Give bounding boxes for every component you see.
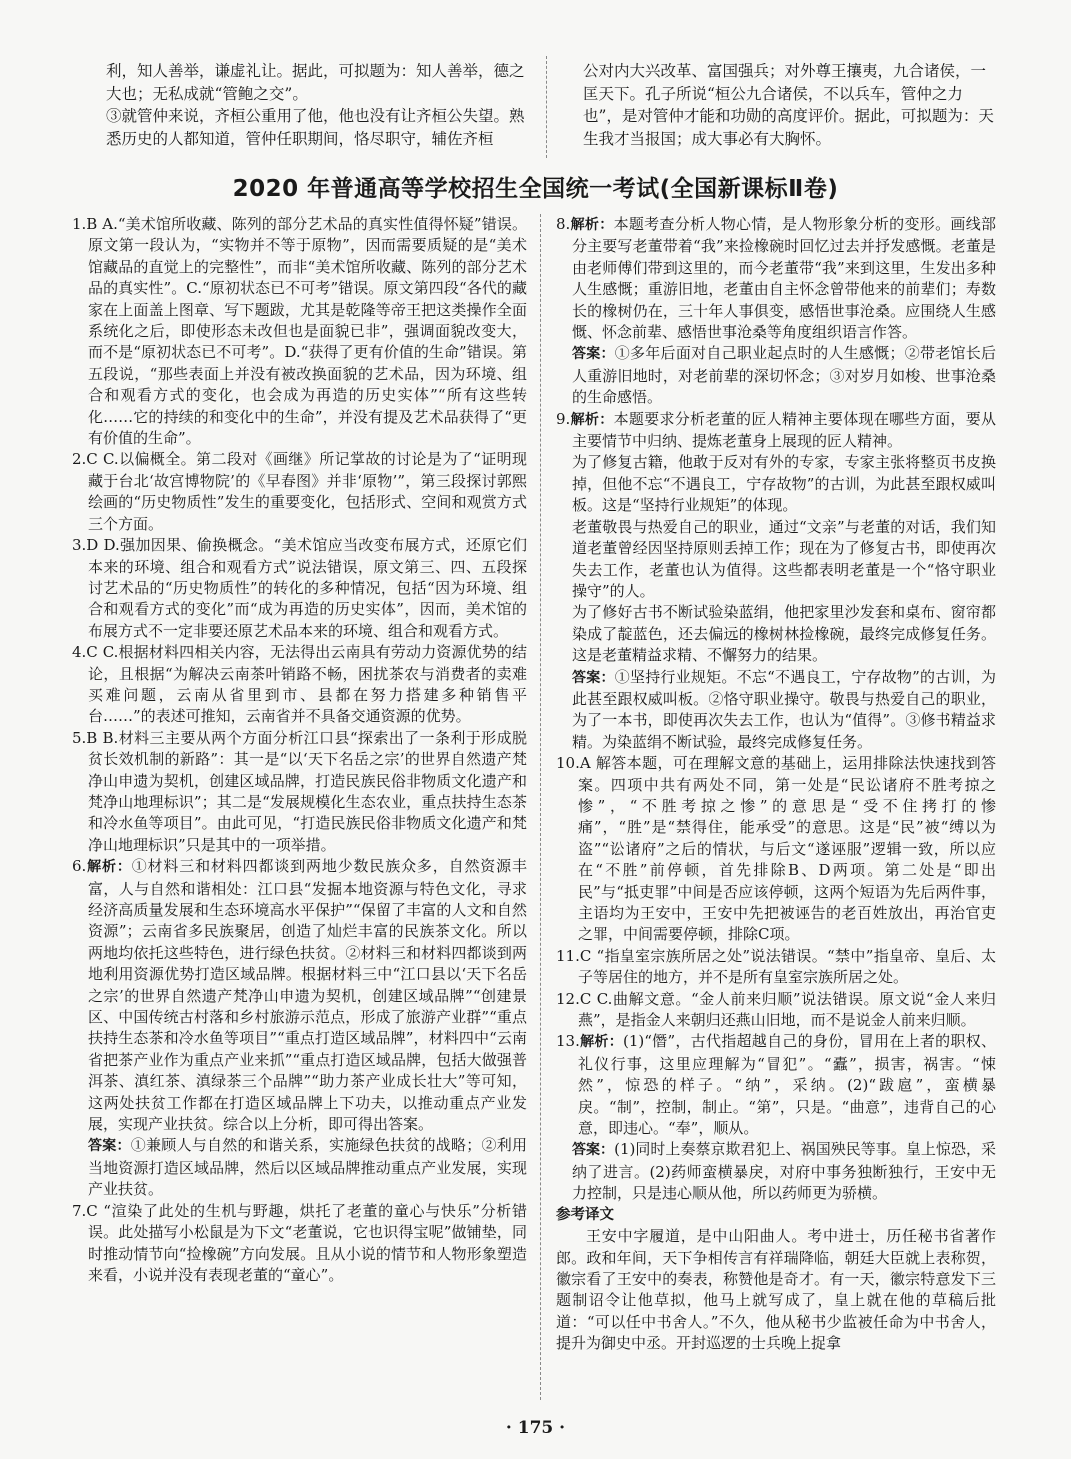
item-number: 3.D xyxy=(72,536,99,555)
answer-item-11 xyxy=(556,946,996,989)
answer-item-9-extra-3: 为了修好古书不断试验染蓝绢，他把家里沙发套和桌布、窗帘都染成了靛蓝色，还去偏远的橡树林捡橡碗，最终完成修复任务。这是老董精益求精、不懈努力的结果。 xyxy=(572,603,996,665)
answer-item-5 xyxy=(72,728,527,856)
answer-item-12 xyxy=(556,989,996,1032)
item-number: 4.C xyxy=(72,643,98,662)
answer-item-6 xyxy=(72,856,527,1135)
top-left-para-1: 利，知人善举，谦虚礼让。据此，可拟题为：知人善举，德之大也；无私成就“管鲍之交”。 xyxy=(106,62,525,103)
answer-item-1 xyxy=(72,214,527,449)
left-answer-column xyxy=(72,214,527,1286)
analysis-label: 解析： xyxy=(570,217,614,233)
item-text: C.以偏概全。第二段对《画继》所记掌故的讨论是为了“证明现藏于台北‘故宫博物院’的《早春图》并非‘原物’”，第三段探讨郭熙绘画的“历史物质性”发生的重要变化，包括形式、空间和观赏方式三个方面。 xyxy=(88,450,527,533)
answer-item-7 xyxy=(72,1201,527,1287)
answer-item-6-answer xyxy=(72,1135,527,1200)
analysis-label: 解析： xyxy=(570,411,614,428)
answer-item-9-extra-2: 老董敬畏与热爱自己的职业，通过“文亲”与老董的对话，我们知道老董曾经因坚持原则丢掉工作；现在为了修复古书，即使再次失去工作，老董也认为值得。这些都表明老董是一个“恪守职业操守”的人。 xyxy=(572,517,996,600)
item-text: B.材料三主要从两个方面分析江口县“探索出了一条利于形成脱贫长效机制的新路”：其一是“以‘天下名岳之宗’的世界自然遗产梵净山申遗为契机，创建区域品牌，打造民族民俗非物质文化遗产和梵净山地理标识”；其二是“发展规模化生态农业，重点扶持生态茶和冷水鱼等项目”。由此可见，“打造民族民俗非物质文化遗产和梵净山地理标识”只是其中的一项举措。 xyxy=(88,728,527,854)
right-answer-column xyxy=(556,214,996,1355)
top-right-column xyxy=(583,60,995,150)
item-number: 10.A xyxy=(556,754,591,773)
reference-translation-heading: 参考译文 xyxy=(556,1206,614,1223)
answer-item-8 xyxy=(556,214,996,343)
answer-item-9 xyxy=(556,409,996,453)
answer-item-10 xyxy=(556,753,996,946)
page-number: · 175 · xyxy=(505,1418,566,1438)
answer-item-13-answer xyxy=(556,1139,996,1204)
answer-item-4 xyxy=(72,642,527,728)
item-number: 8. xyxy=(556,215,571,233)
item-number: 1.B xyxy=(72,215,98,233)
item-text: A.“美术馆所收藏、陈列的部分艺术品的真实性值得怀疑”错误。原文第一段认为，“实物并不等于原物”，因而需要质疑的是“美术馆藏品的直觉上的完整性”，而非“美术馆所收藏、陈列的部分艺术品的真实性”。C.“原初状态已不可考”错误。原文第四段“各代的藏家在上面盖上图章、写下题跋，尤其是乾隆等帝王把这类操作全面系统化之后，即使形态未改但也是面貌已非”，强调面貌改变大，而不是“原初状态已不可考”。D.“获得了更有价值的生命”错误。第五段说，“那些表面上并没有被改换面貌的艺术品，因为环境、组合和观看方式的变化，也会成为再造的历史实体”“所有这些转化……它的持续的和变化中的生命”，并没有提及艺术品获得了“更有价值的生命”。 xyxy=(88,215,527,448)
answer-text: ①坚持行业规矩。不忘“不遇良工，宁存故物”的古训，为此甚至跟权威叫板。②恪守职业操守。敬畏与热爱自己的职业，为了一本书，即使再次失去工作，也认为“值得”。③修书精益求精。为染蓝绢不断试验，最终完成修复任务。 xyxy=(572,667,997,751)
answer-label: 答案： xyxy=(88,1138,131,1155)
answer-item-2 xyxy=(72,449,527,535)
analysis-label: 解析： xyxy=(579,1034,623,1051)
item-number: 7.C xyxy=(72,1201,98,1220)
column-divider xyxy=(540,214,541,1400)
answer-item-3 xyxy=(72,535,527,642)
item-text: 解答本题，可在理解文意的基础上，运用排除法快速找到答案。四项中共有两处不同，第一处是“民讼诸府不胜考掠之惨”，“不胜考掠之惨”的意思是“受不住拷打的惨痛”，“胜”是“禁得住，能承受”的意思。这是“民”被“缚以为盗”“讼诸府”之后的情状，与后文“遂诬服”逻辑一致，所以应在“不胜”前停顿，首先排除B、D两项。第二处是“即出民”与“抵吏罪”中间是否应该停顿，这两个短语为先后两件事，主语均为王安中，王安中先把被诬告的老百姓放出，再治官吏之罪，中间需要停顿，排除C项。 xyxy=(578,754,996,944)
item-text: 本题要求分析老董的匠人精神主要体现在哪些方面，要从主要情节中归纳、提炼老董身上展现的匠人精神。 xyxy=(572,409,996,451)
item-text: (1)“僭”，古代指超越自己的身份，冒用在上者的职权、礼仪行事，这里应理解为“冒犯”。“蠹”，损害，祸害。“悚然”，惊恐的样子。“纳”，采纳。(2)“跋扈”，蛮横暴戾。“制”，控制，制止。“第”，只是。“曲意”，违背自己的心意，即违心。“奉”，顺从。 xyxy=(578,1032,997,1138)
item-text: 本题考查分析人物心情，是人物形象分析的变形。画线部分主要写老董带着“我”来捡橡碗时回忆过去并抒发感慨。老董是由老师傅们带到这里的，而今老董带“我”来到这里，生发出多种人生感慨；重游旧地，老董由自主怀念曾带他来的前辈们；寿数长的橡树仍在，三十年人事俱变，感悟世事沧桑。应围绕人生感慨、怀念前辈、感悟世事沧桑等角度组织语言作答。 xyxy=(572,215,996,342)
item-number: 2.C xyxy=(72,450,98,469)
answer-label: 答案： xyxy=(572,1142,615,1159)
item-text: ①材料三和材料四都谈到两地少数民族众多，自然资源丰富，人与自然和谐相处：江口县“发掘本地资源与特色文化，寻求经济高质量发展和生态环境高水平保护”“保留了丰富的人文和自然资源”；云南省多民族聚居，创造了灿烂丰富的民族茶文化。所以两地均依托这些特色，进行绿色扶贫。②材料三和材料四都谈到两地利用资源优势打造区域品牌。根据材料三中“江口县以‘天下名岳之宗’的世界自然遗产梵净山申遗为契机，创建区域品牌”“创建景区、中国传统古村落和乡村旅游示范点，形成了旅游产业群”“重点扶持生态茶和冷水鱼等项目”“重点打造区域品牌”，材料四中“云南省把茶产业作为重点产业来抓”“重点打造区域品牌，包括大做强普洱茶、滇红茶、滇绿茶三个品牌”“助力茶产业成长壮大”等可知，这两处扶贫工作都在打造区域品牌上下功夫，以推动重点产业发展，实现产业扶贫。综合以上分析，即可得出答案。 xyxy=(88,857,527,1134)
answer-item-13 xyxy=(556,1031,996,1139)
item-number: 9. xyxy=(556,409,571,428)
item-text: C.根据材料四相关内容，无法得出云南具有劳动力资源优势的结论，且根据“为解决云南茶叶销路不畅，困扰茶农与消费者的卖难买难问题，云南从省里到市、县都在努力搭建多种销售平台……”的表述可推知，云南省并不具备交通资源的优势。 xyxy=(88,643,527,726)
answer-item-8-answer xyxy=(556,343,996,408)
item-text: C.曲解文意。“金人前来归顺”说法错误。原文说“金人来归燕”，是指金人来朝归还燕山旧地，而不是说金人前来归顺。 xyxy=(578,989,996,1030)
item-number: 6. xyxy=(72,857,87,876)
reference-translation-text: 王安中字履道，是中山阳曲人。考中进士，历任秘书省著作郎。政和年间，天下争相传言有祥瑞降临，朝廷大臣就上表称贺，徽宗看了王安中的奏表，称赞他是奇才。有一天，徽宗特意发下三题制诏令让他草拟，他马上就写成了，皇上就在他的草稿后批道：“可以任中书舍人。”不久，他从秘书少监被任命为中书舍人，提升为御史中丞。开封巡逻的士兵晚上捉拿 xyxy=(556,1227,996,1353)
answer-text: ①多年后面对自己职业起点时的人生感慨；②带老馆长后人重游旧地时，对老前辈的深切怀念；③对岁月如梭、世事沧桑的生命感悟。 xyxy=(572,344,996,407)
item-number: 11.C xyxy=(556,946,592,965)
previous-page-continuation xyxy=(0,60,1071,165)
top-left-para-2: ③就管仲来说，齐桓公重用了他，他也没有让齐桓公失望。熟悉历史的人都知道，管仲任职期间，恪尽职守，辅佐齐桓 xyxy=(106,107,525,148)
item-number: 13. xyxy=(556,1032,580,1051)
top-left-column xyxy=(106,60,530,150)
analysis-label: 解析： xyxy=(86,859,132,876)
item-text: D.强加因果、偷换概念。“美术馆应当改变布展方式，还原它们本来的环境、组合和观看方式”说法错误，原文第三、四、五段探讨艺术品的“历史物质性”的转化的多种情况，包括“因为环境、组合和观看方式的变化”而“成为再造的历史实体”，因而，美术馆的布展方式不一定非要还原艺术品本来的环境、组合和观看方式。 xyxy=(88,536,527,640)
item-text: “指皇室宗族所居之处”说法错误。“禁中”指皇帝、皇后、太子等居住的地方，并不是所有皇室宗族所居之处。 xyxy=(578,946,996,987)
answer-text: (1)同时上奏蔡京欺君犯上、祸国殃民等事。皇上惊恐，采纳了进言。(2)药师蛮横暴戾，对府中事务独断独行，王安中无力控制，只是违心顺从他，所以药师更为骄横。 xyxy=(572,1140,996,1203)
answer-item-9-answer xyxy=(556,667,996,754)
item-text: “渲染了此处的生机与野趣，烘托了老董的童心与快乐”分析错误。此处描写小松鼠是为下文“老董说，它也识得宝呢”做铺垫，同时推动情节向“捡橡碗”方向发展。且从小说的情节和人物形象塑造来看，小说并没有表现老董的“童心”。 xyxy=(88,1201,527,1284)
item-number: 5.B xyxy=(72,728,98,747)
answer-item-9-extra-1: 为了修复古籍，他敢于反对有外的专家，专家主张将整页书皮换掉，但他不忘“不遇良工，宁存故物”的古训，为此甚至跟权威叫板。这是“坚持行业规矩”的体现。 xyxy=(572,453,996,515)
top-right-para-1: 公对内大兴改革、富国强兵；对外尊王攘夷，九合诸侯，一匡天下。孔子所说“桓公九合诸侯，不以兵车，管仲之力也”，是对管仲才能和功勋的高度评价。据此，可拟题为：天生我才当报国；成大事必有大胸怀。 xyxy=(583,62,994,148)
item-number: 12.C xyxy=(556,989,592,1008)
answer-label: 答案： xyxy=(572,669,615,686)
top-column-divider xyxy=(546,56,547,158)
exam-title: 2020 年普通高等学校招生全国统一考试(全国新课标Ⅱ卷) xyxy=(232,176,839,202)
answer-label: 答案： xyxy=(572,346,615,363)
answer-text: ①兼顾人与自然的和谐关系，实施绿色扶贫的战略；②利用当地资源打造区域品牌，然后以区域品牌推动重点产业发展，实现产业扶贫。 xyxy=(88,1136,527,1199)
